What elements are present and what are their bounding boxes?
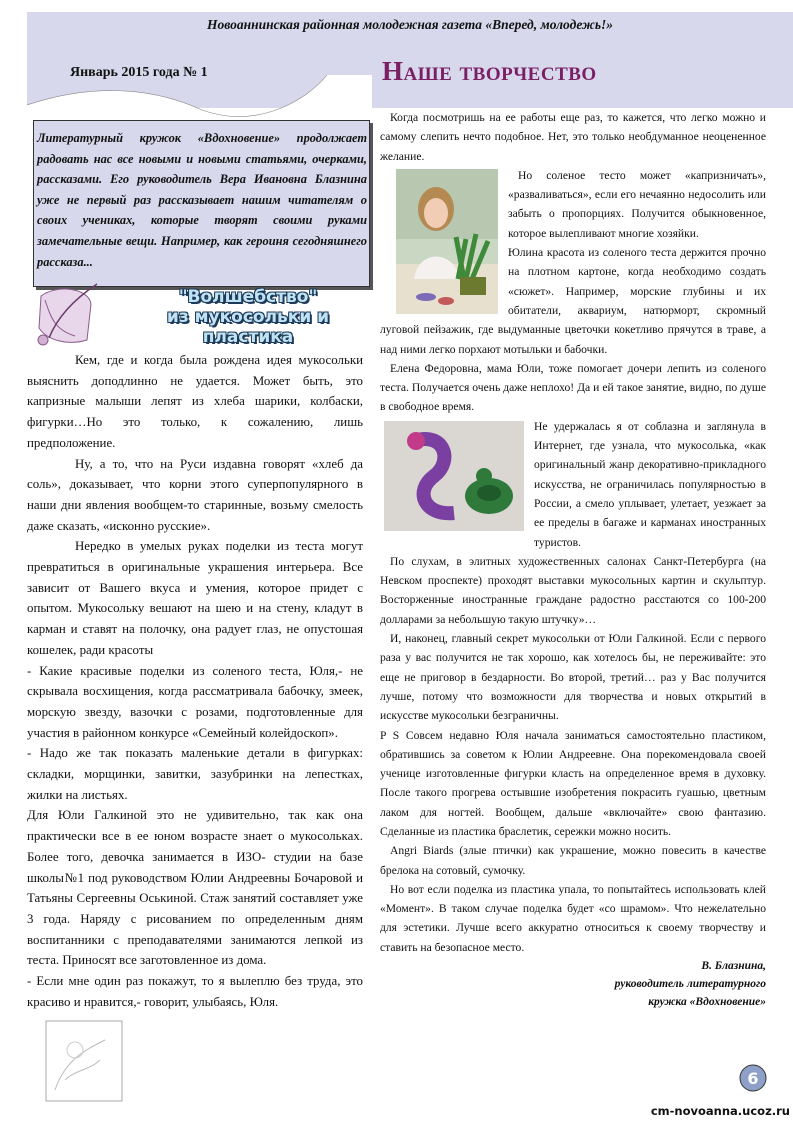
article-heading	[27, 278, 372, 348]
paragraph: По слухам, в элитных художественных салонах Санкт-Петербурга (на Невском проспекте) проходят выставки мукосольных картин и скульптур. Восторженные иностранные граждане радостно расстаются со 100-200 долларами за небольшую такую штучку»…	[380, 554, 766, 626]
site-url: cm-novoanna.ucoz.ru	[650, 1104, 790, 1118]
signature-name: В. Блазнина,	[701, 960, 766, 973]
paragraph: Юлина красота из соленого теста держится прочно на плотном картоне, когда необходимо создать «сюжет». Например, морские глубины и их обитатели, аквариум, натюрморт, скромный луговой пейзажик, где выдуманные цветочки кокетливо прячутся в траве, а над ними легко порхают мотыльки и бабочки.	[380, 246, 766, 356]
paragraph: P S Совсем недавно Юля начала заниматься самостоятельно пластиком, обратившись за советом к Юлии Андреевне. Она порекомендовала своей ученице изготовленные фигурки класть на определенное время в духовку. После такого прогрева остывшие изобретения покрасить гуашью, цветным лаком для ногтей. Вообщем, дальше «включайте» свою фантазию. Сделанные из пластика браслетик, сережки можно носить.	[380, 728, 766, 838]
signature	[380, 957, 766, 1011]
paragraph: Не удержалась я от соблазна и заглянула в Интернет, где узнала, что мукосолька, «как оригинальный жанр декоративно-прикладного искусства, не ограничилась популярностью в России, а смело уплывает, улетает, уезжает за ее пределы в багаже и карманах иностранных туристов.	[534, 419, 766, 549]
signature-club: кружка «Вдохновение»	[648, 996, 766, 1009]
page-number-badge	[738, 1063, 768, 1093]
paragraph: Нередко в умелых руках поделки из теста могут превратиться в оригинальные украшения интерьера. Все зависит от Вашего вкуса и умения, которое придет с опытом. Мукосольку вешают на шею и на стену, кладут в карман и ставят на полочку, она радует глаз, не опустошая кошелек, ради красоты	[27, 539, 363, 657]
paragraph: Елена Федоровна, мама Юли, тоже помогает дочери лепить из соленого теста. Получается очень даже неплохо! Да и ей такое занятие, видно, по душе в свободное время.	[380, 361, 766, 414]
paragraph: - Какие красивые поделки из соленого теста, Юля,- не скрывала восхищения, когда рассматривала бабочку, змеек, морскую звезду, вазочки с розами, подготовленные для участия в районном конкурсе «Семейный колейдоскоп».	[27, 663, 363, 740]
paragraph: - Если мне один раз покажут, то я вылеплю без труда, это красиво и нравится,- говорит, улыбаясь, Юля.	[27, 974, 363, 1009]
girl-photo	[396, 169, 498, 314]
signature-role: руководитель литературного	[614, 978, 766, 991]
right-column	[380, 108, 766, 1011]
heading-line-3: пластика	[202, 327, 294, 347]
paragraph: Кем, где и когда была рождена идея мукосольки выяснить доподлинно не удается. Может быть, это капризные малыши лепят из хлеба шарики, колбаски, фигурки…Но это только, к сожалению, лишь предположение.	[27, 353, 363, 450]
paragraph: Ну, а то, что на Руси издавна говорят «хлеб да соль», доказывает, что корни этого суперпопулярного в наши дни явления вообщем-то старинные, возьму смелость даже сказать, «исконно русские».	[27, 456, 363, 533]
newspaper-title: Новоаннинская районная молодежная газета «Вперед, молодежь!»	[206, 17, 614, 32]
paragraph: Angri Biards (злые птички) как украшение, можно повесить в качестве брелока на сотовый, сумочку.	[380, 844, 766, 877]
page-number: 6	[747, 1069, 759, 1088]
paragraph: Для Юли Галкиной это не удивительно, так как она практически все в ее юном возрасте знает о мукосольках. Более того, девочка занимается в ИЗО- студии на базе школы№1 под руководством Юлии Андреевны Бочаровой и Татьяны Сергеевны Оськиной. Стаж занятий составляет уже 3 года. Наряду с рисованием по определенным дням воспитанники с преподавателями занимаются лепкой из теста. Приносят все заготовленное из дома.	[27, 808, 363, 968]
heading-line-1: "Волшебство"	[178, 287, 318, 307]
paragraph: - Надо же так показать маленькие детали в фигурках: складки, морщинки, завитки, зазубринки на лепестках, жилки на листьях.	[27, 746, 363, 802]
decorative-corner-icon	[45, 1020, 123, 1102]
paragraph: И, наконец, главный секрет мукосольки от Юли Галкиной. Если с первого раза у вас получится не так хорошо, как хотелось бы, не переживайте: это еще не приговор в бездарности. Во второй, третий… раз у Вас получится лучше, потому что возможности для творчества и новых открытий в искусстве мукосольки безграничны.	[380, 632, 766, 723]
intro-text: Литературный кружок «Вдохновение» продолжает радовать нас все новыми и новыми статьями, очерками, рассказами. Его руководитель Вера Ивановна Блазнина уже не первый раз рассказывает нашим читателям о своих учениках, которые творят своими руками замечательные вещи. Например, как героиня сегодняшнего рассказа...	[37, 131, 367, 269]
paragraph: Когда посмотришь на ее работы еще раз, то кажется, что легко можно и самому слепить нечто подобное. Нет, это только необдуманное неоцененное желание.	[380, 111, 766, 163]
paragraph: Но вот если поделка из пластика упала, то попытайтесь использовать клей «Момент». В таком случае поделка будет «со шрамом». Что нежелательно для эстетики. Лучше всего аккуратно относиться к своему творчеству и ставить на безопасное место.	[380, 882, 766, 954]
snakes-photo	[384, 421, 524, 531]
section-title: Наше творчество	[382, 56, 597, 86]
left-column	[27, 350, 363, 1013]
issue-date: Январь 2015 года № 1	[70, 65, 208, 80]
paragraph: Но соленое тесто может «капризничать», «разваливаться», если его нечаянно недосолить или забыть о пропорциях. Получится обыкновенное, которое вылепливают многие хозяйки.	[508, 168, 766, 240]
heading-line-2: из мукосольки и	[166, 307, 330, 327]
